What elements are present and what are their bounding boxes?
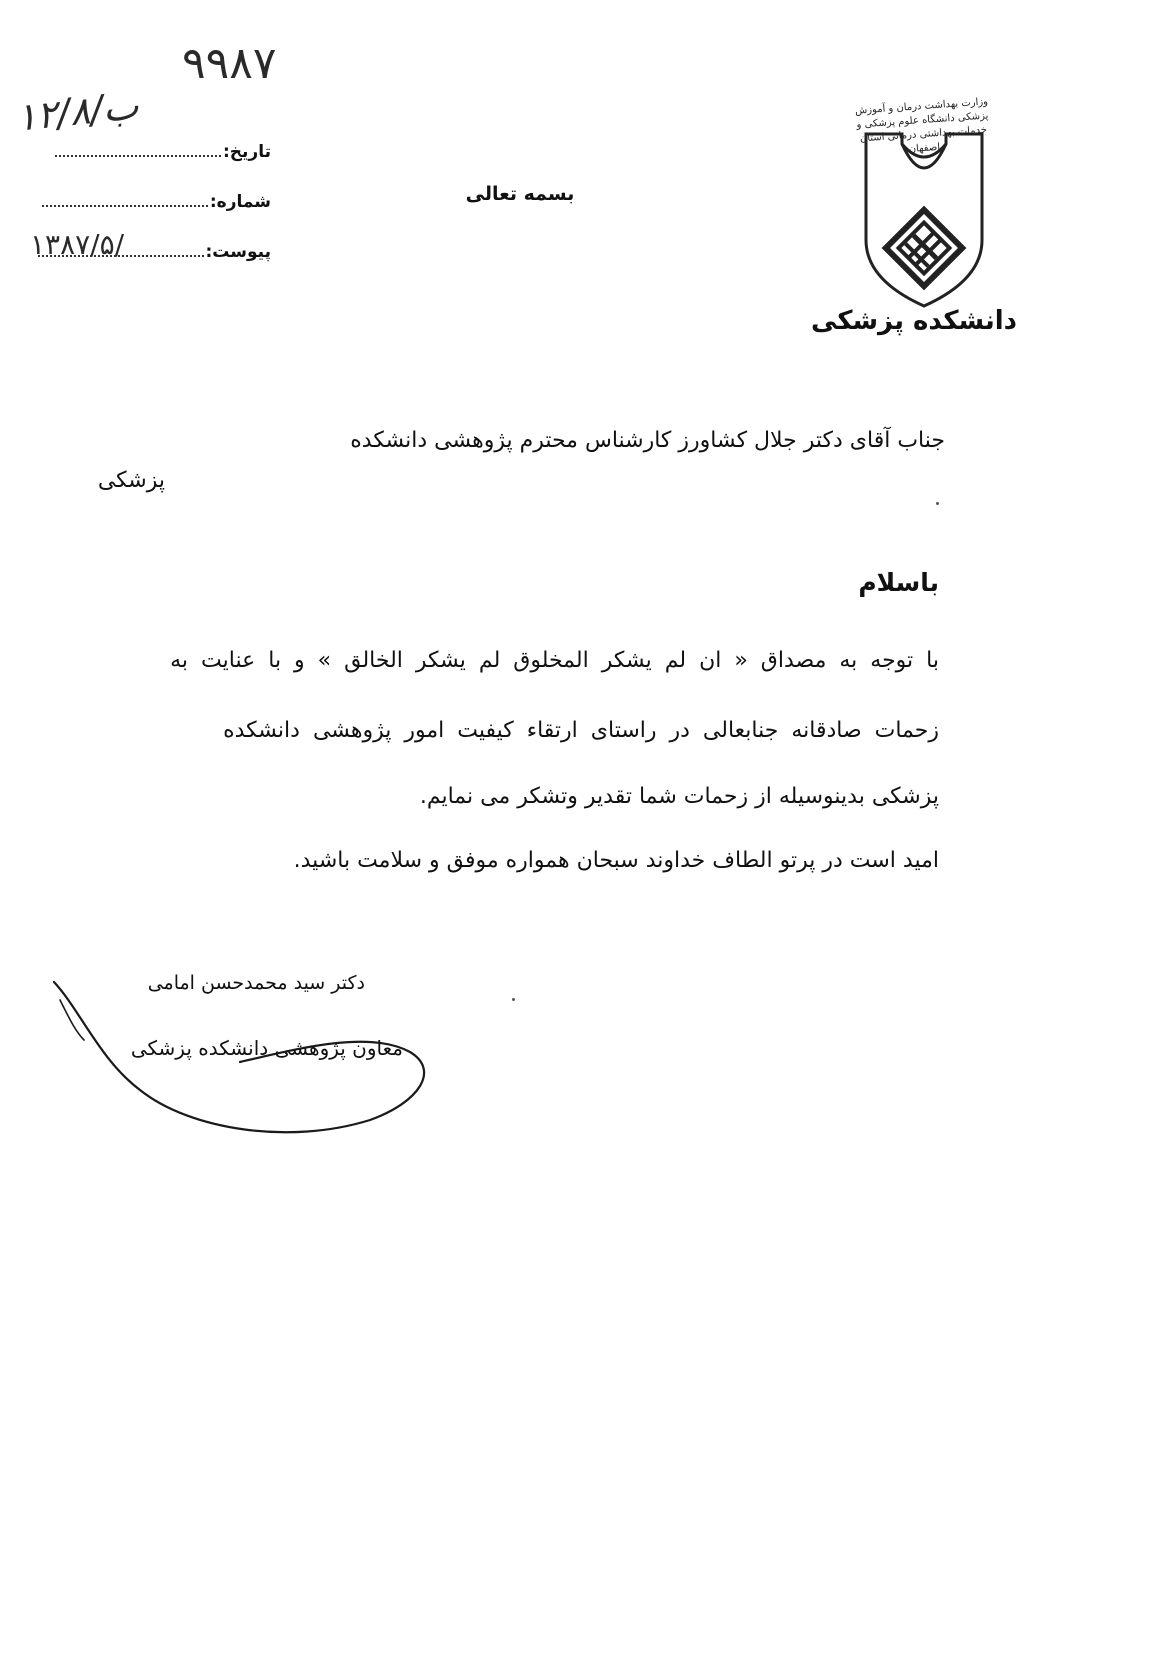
handwritten-registration-number: ۹۹۸۷ bbox=[182, 38, 277, 89]
faculty-name: دانشکده پزشکی bbox=[811, 306, 1017, 336]
paragraph-line-2: زحمات صادقانه جنابعالی در راستای ارتقاء کیفیت امور پژوهشی دانشکده bbox=[223, 718, 939, 743]
greeting: باسلام bbox=[858, 568, 939, 597]
date-dots bbox=[55, 143, 221, 157]
attachment-label: پیوست: bbox=[205, 242, 271, 262]
date-field bbox=[55, 142, 271, 162]
attachment-dots bbox=[38, 243, 204, 257]
date-label: تاریخ: bbox=[223, 142, 271, 162]
shield-emblem-icon bbox=[862, 130, 986, 310]
attachment-field bbox=[38, 242, 272, 262]
recipient-line-1: جناب آقای دکتر جلال کشاورز کارشناس محترم پژوهشی دانشکده bbox=[350, 428, 945, 453]
letter-heading: بسمه تعالی bbox=[465, 183, 575, 205]
number-field bbox=[42, 192, 271, 212]
paragraph-line-1: با توجه به مصداق « ان لم یشکر المخلوق لم یشکر الخالق » و با عنایت به bbox=[170, 648, 939, 673]
handwritten-attachment: ۱۳۸۷/۵/ bbox=[30, 228, 125, 261]
signatory-name: دکتر سید محمدحسن امامی bbox=[147, 972, 365, 994]
signatory-title: معاون پژوهشی دانشکده پزشکی bbox=[130, 1036, 403, 1060]
paragraph-line-4: امید است در پرتو الطاف خداوند سبحان همواره موفق و سلامت باشید. bbox=[293, 848, 939, 873]
number-dots bbox=[42, 193, 208, 207]
scan-speck bbox=[936, 502, 939, 505]
number-label: شماره: bbox=[209, 192, 271, 212]
scan-speck bbox=[512, 998, 515, 1001]
handwritten-signature bbox=[40, 970, 460, 1150]
recipient-line-2: پزشکی bbox=[97, 468, 165, 493]
handwritten-date: ۱۲/۸/ب bbox=[14, 83, 141, 140]
paragraph-line-3: پزشکی بدینوسیله از زحمات شما تقدیر وتشکر می نمایم. bbox=[419, 784, 939, 809]
logo-motto: وزارت بهداشت درمان و آموزش پزشکی دانشگاه علوم پزشکی و خدمات بهداشتی درمانی استان اصفهان bbox=[854, 96, 989, 156]
